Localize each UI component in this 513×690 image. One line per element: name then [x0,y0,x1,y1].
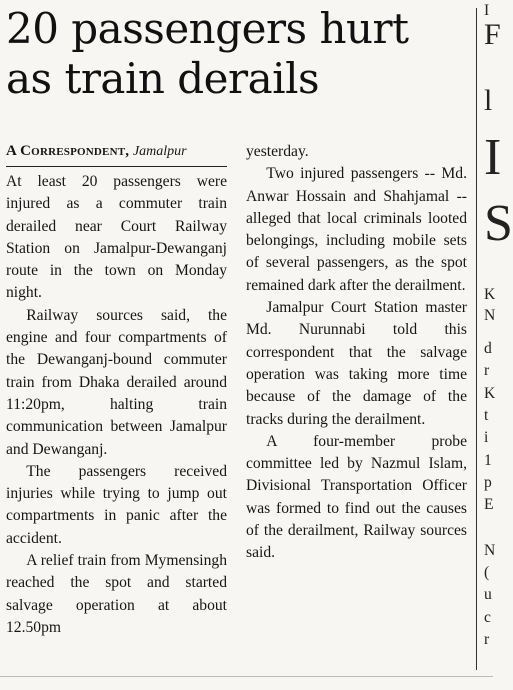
edge-char: N [484,542,496,559]
paragraph: Two injured passengers -- Md. Anwar Hossain and Shahjamal -- alleged that local criminals looted belongings, including mobile sets of several passengers, as the spot remained dark after the derailment. [246,165,467,294]
paragraph: The passengers received injuries while trying to jump out compartments in panic after the accident. [6,462,227,547]
paragraph-continuation: yesterday. [246,143,309,160]
edge-char: u [484,586,492,603]
edge-char: 1 [484,452,492,469]
paragraph: Railway sources said, the engine and four compartments of the Dewanganj-bound commuter train from Dhaka derailed around 11:20pm, halting train communication between Jamalpur and Dewanganj. [6,306,227,458]
paragraph: A four-member probe committee led by Nazmul Islam, Divisional Transportation Officer was formed to find out the causes of the derailment, Railway sources said. [246,432,467,562]
column-divider [476,8,477,670]
edge-char: r [484,631,490,648]
edge-char: I [484,129,502,186]
paragraph: At least 20 passengers were injured as a commuter train derailed near Court Railway Station on Jamalpur-Dewanganj route in the town on Monday night. [6,173,227,302]
edge-char: r [484,362,490,379]
edge-char: I [484,2,490,19]
edge-char: K [484,385,496,402]
paragraph: Jamalpur Court Station master Md. Nurunnabi told this correspondent that the salvage operation was taking more time because of the damage of the tracks during the derailment. [246,299,467,428]
edge-char: S [484,195,513,252]
edge-char: l [484,84,493,117]
article-column-1 [6,141,227,639]
headline-line-2: as train derails [6,54,320,103]
edge-char: c [484,609,491,626]
byline [6,141,227,167]
edge-char: t [484,407,489,424]
edge-char: i [484,429,489,446]
edge-char: ( [484,564,490,581]
edge-char: E [484,496,494,513]
article-column-2 [246,141,467,565]
byline-location: Jamalpur [132,144,187,159]
edge-char: N [484,307,496,324]
article-headline [6,4,468,104]
edge-char: p [484,474,492,491]
byline-author: A Correspondent, [6,143,130,159]
headline-line-1: 20 passengers hurt [6,4,409,53]
adjacent-article-edge [484,0,513,690]
edge-char: K [484,286,496,303]
bottom-rule [0,676,493,677]
edge-char: d [484,340,492,357]
paragraph: A relief train from Mymensingh reached the spot and started salvage operation at about 12.50pm [6,552,227,636]
edge-char: F [484,18,501,51]
